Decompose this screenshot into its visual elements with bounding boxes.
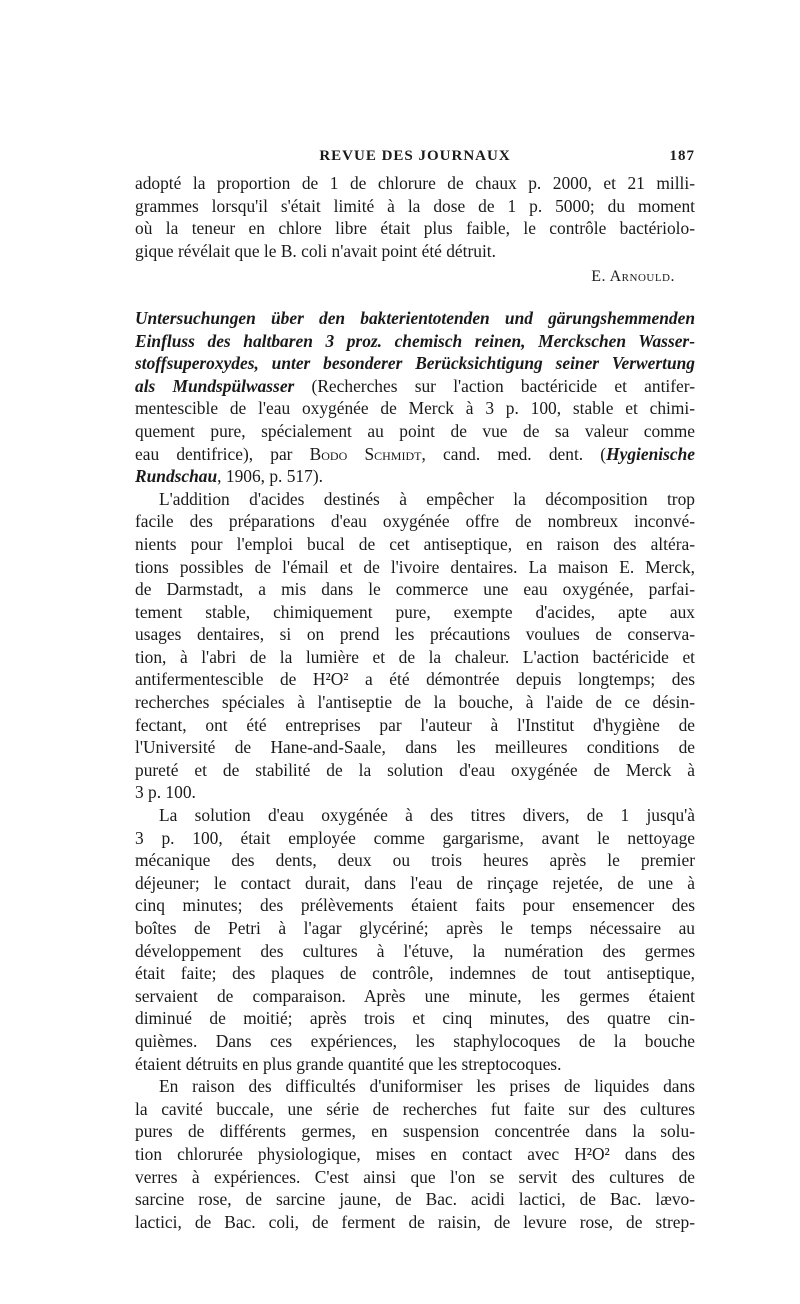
- journal-name: Hygienische: [606, 443, 695, 464]
- text-line: l'Université de Hane-and-Saale, dans les meilleures conditions de: [135, 737, 695, 758]
- text-line: recherches spéciales à l'antiseptie de la bouche, à l'aide de ce désin-: [135, 692, 695, 713]
- citation-tail: , 1906, p. 517).: [217, 466, 323, 487]
- text-line: développement des cultures à l'étuve, la numération des germes: [135, 940, 695, 961]
- text-line: était faite; des plaques de contrôle, indemnes de tout antiseptique,: [135, 963, 695, 984]
- text-line: étaient détruits en plus grande quantité que les streptocoques.: [135, 1053, 562, 1074]
- text-line: tion chlorurée physiologique, mises en contact avec H²O² dans des: [135, 1143, 695, 1164]
- text-line: quement pure, spécialement au point de vue de sa valeur comme: [135, 420, 695, 441]
- text-line: déjeuner; le contact durait, dans l'eau de rinçage rejetée, de une à: [135, 872, 695, 893]
- article-title-line: Einfluss des haltbaren 3 proz. chemisch reinen, Merckschen Wasser-: [135, 330, 695, 351]
- text-line: boîtes de Petri à l'agar glycériné; après le temps nécessaire au: [135, 918, 695, 938]
- journal-name-cont: Rundschau: [135, 466, 218, 487]
- document-page: [135, 148, 695, 1233]
- signature: E. Arnould.: [591, 268, 675, 286]
- text-line: mécanique des dents, deux ou trois heures après le premier: [135, 850, 695, 871]
- running-head: [135, 148, 695, 172]
- text-line: En raison des difficultés d'uniformiser les prises de liquides dans: [159, 1076, 695, 1097]
- text-line: mentescible de l'eau oxygénée de Merck à 3 p. 100, stable et chimi-: [135, 398, 695, 419]
- intro-paragraph: [135, 172, 695, 289]
- text-line: adopté la proportion de 1 de chlorure de chaux p. 2000, et 21 milli-: [135, 173, 695, 193]
- text-line: pureté et de stabilité de la solution d'eau oxygénée de Merck à: [135, 759, 695, 780]
- text-line: diminué de moitié; après trois et cinq minutes, des quatre cin-: [135, 1008, 695, 1029]
- text-line: eau dentifrice), par: [135, 443, 293, 464]
- text-line: tion, à l'abri de la lumière et de la chaleur. L'action bactéricide et: [135, 646, 695, 667]
- text-line: antifermentescible de H²O² a été démontrée depuis longtemps; des: [135, 669, 695, 690]
- paragraph-3: [135, 1075, 695, 1233]
- text-line: servaient de comparaison. Après une minute, les germes étaient: [135, 985, 695, 1006]
- page-number: 187: [669, 148, 695, 164]
- text-line: sarcine rose, de sarcine jaune, de Bac. acidi lactici, de Bac. lævo-: [135, 1189, 695, 1210]
- text-line: fectant, ont été entreprises par l'auteur à l'Institut d'hygiène de: [135, 714, 695, 735]
- article-title-line: als Mundspülwasser: [135, 375, 295, 396]
- text-line: La solution d'eau oxygénée à des titres divers, de 1 jusqu'à: [159, 805, 695, 826]
- paragraph-1: [135, 488, 695, 804]
- paragraph-2: [135, 804, 695, 1075]
- text-line: 3 p. 100, était employée comme gargarisme, avant le nettoyage: [135, 827, 695, 848]
- text-line: 3 p. 100.: [135, 782, 196, 803]
- author-name: Bodo Schmidt: [309, 443, 422, 464]
- running-title: REVUE DES JOURNAUX: [319, 148, 511, 164]
- text-line: tions possibles de l'émail et de l'ivoire dentaires. La maison E. Merck,: [135, 556, 695, 577]
- text-line: lactici, de Bac. coli, de ferment de raisin, de levure rose, de strep-: [135, 1211, 695, 1232]
- article-title-line: Untersuchungen über den bakterientotenden und gärungshemmenden: [135, 307, 695, 328]
- text-line: facile des préparations d'eau oxygénée offre de nombreux inconvé-: [135, 511, 695, 532]
- text-line: quièmes. Dans ces expériences, les staphylocoques de la bouche: [135, 1030, 695, 1051]
- text-line: où la teneur en chlore libre était plus faible, le contrôle bactériolo-: [135, 218, 695, 239]
- article-heading: [135, 307, 695, 488]
- text-line: la cavité buccale, une série de recherches fut faite sur des cultures: [135, 1098, 695, 1119]
- text-line: pures de différents germes, en suspension concentrée dans la solu-: [135, 1121, 695, 1142]
- text-line: L'addition d'acides destinés à empêcher la décomposition trop: [159, 488, 695, 509]
- article-title-line: stoffsuperoxydes, unter besonderer Berücksichtigung seiner Verwertung: [135, 353, 695, 374]
- text-line: usages dentaires, si on prend les précautions voulues de conserva-: [135, 624, 695, 645]
- text-line: gique révélait que le B. coli n'avait point été détruit.: [135, 240, 496, 261]
- text-line: grammes lorsqu'il s'était limité à la dose de 1 p. 5000; du moment: [135, 195, 695, 216]
- author-credentials: , cand. med. dent. (: [421, 443, 607, 464]
- text-line: nients pour l'emploi bucal de cet antiseptique, en raison des altéra-: [135, 533, 695, 554]
- title-translation: (Recherches sur l'action bactéricide et antifer-: [294, 375, 695, 396]
- text-line: de Darmstadt, a mis dans le commerce une eau oxygénée, parfai-: [135, 579, 695, 600]
- text-line: verres à expériences. C'est ainsi que l'on se servit des cultures de: [135, 1166, 695, 1187]
- text-line: cinq minutes; des prélèvements étaient faits pour ensemencer des: [135, 895, 695, 916]
- text-line: tement stable, chimiquement pure, exempte d'acides, apte aux: [135, 601, 695, 622]
